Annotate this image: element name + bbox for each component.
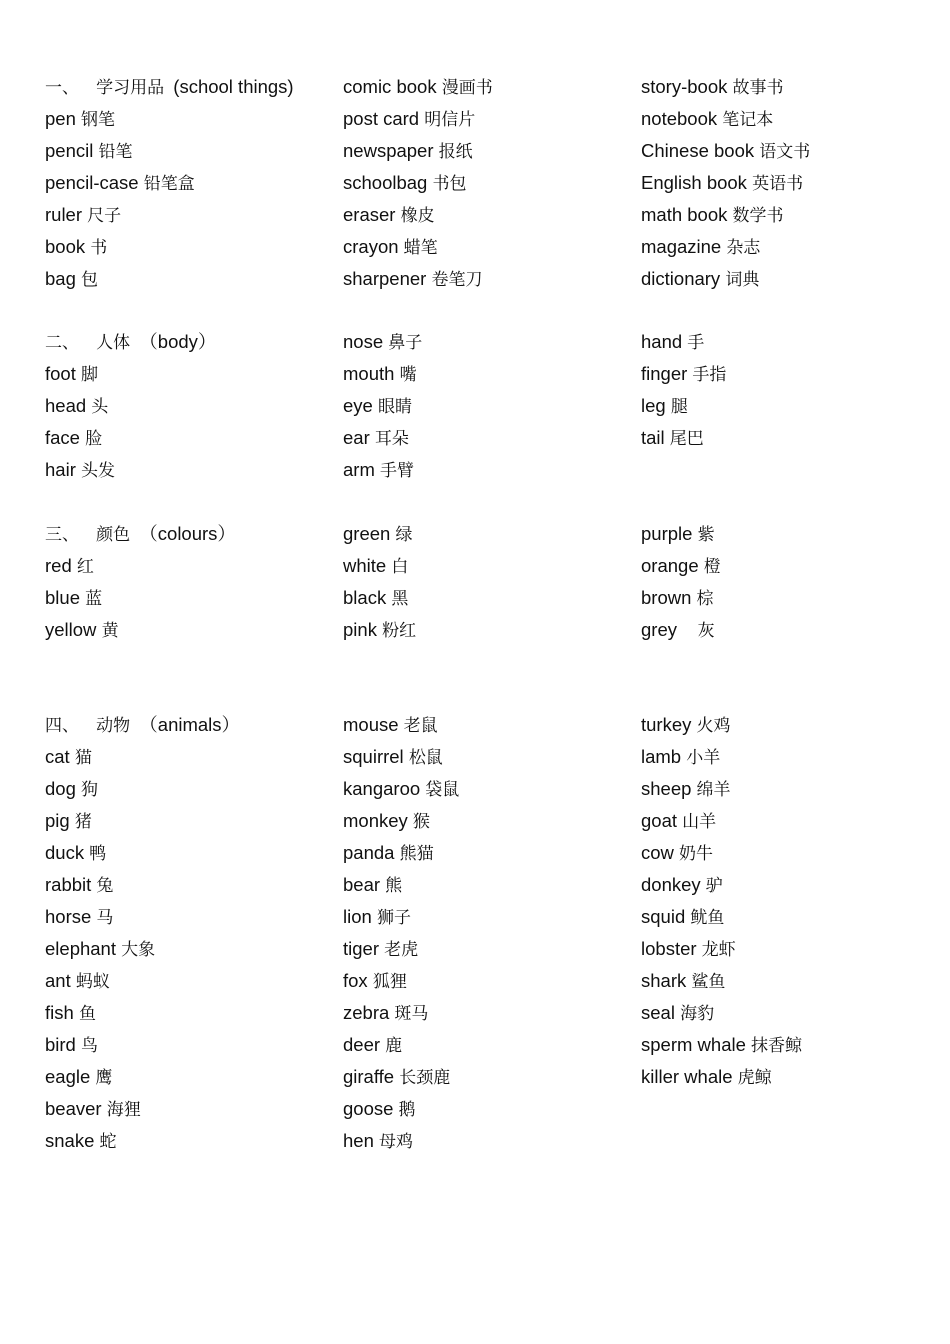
- english-word: giraffe: [343, 1066, 395, 1087]
- english-word: dog: [45, 778, 76, 799]
- section-title-en: （animals）: [139, 714, 241, 735]
- english-word: monkey: [343, 810, 408, 831]
- word-list: [343, 71, 633, 295]
- chinese-translation: 书: [90, 238, 108, 258]
- word-list: [641, 326, 941, 454]
- chinese-translation: 鱼: [78, 1004, 96, 1024]
- english-word: bird: [45, 1034, 76, 1055]
- chinese-translation: 腿: [670, 397, 688, 417]
- vocab-entry: [45, 773, 335, 805]
- english-word: Chinese book: [641, 140, 755, 161]
- chinese-translation: 蛇: [99, 1132, 117, 1152]
- section-title-en: （body）: [139, 331, 217, 352]
- column-2: [343, 71, 633, 295]
- chinese-translation: 灰: [697, 621, 715, 641]
- chinese-translation: 鼻子: [388, 333, 423, 353]
- english-word: orange: [641, 555, 699, 576]
- vocab-entry: [45, 997, 335, 1029]
- chinese-translation: 笔记本: [722, 110, 774, 130]
- vocab-entry: [641, 614, 941, 646]
- english-word: hair: [45, 459, 76, 480]
- vocab-entry: [343, 869, 633, 901]
- section-heading: [45, 71, 335, 103]
- chinese-translation: 黑: [391, 589, 409, 609]
- english-word: hen: [343, 1130, 374, 1151]
- chinese-translation: 抹香鲸: [751, 1036, 803, 1056]
- chinese-translation: 猴: [412, 812, 430, 832]
- chinese-translation: 漫画书: [441, 78, 493, 98]
- chinese-translation: 钢笔: [81, 110, 116, 130]
- english-word: book: [45, 236, 86, 257]
- vocab-entry: [45, 805, 335, 837]
- chinese-translation: 狮子: [376, 908, 411, 928]
- english-word: squid: [641, 906, 686, 927]
- english-word: eye: [343, 395, 373, 416]
- vocab-entry: [343, 231, 633, 263]
- chinese-translation: 鲨鱼: [691, 972, 726, 992]
- vocab-entry: [641, 199, 941, 231]
- vocab-entry: [45, 933, 335, 965]
- vocab-entry: [343, 741, 633, 773]
- english-word: cow: [641, 842, 674, 863]
- english-word: pencil: [45, 140, 94, 161]
- chinese-translation: 火鸡: [696, 716, 731, 736]
- chinese-translation: 鸭: [89, 844, 107, 864]
- chinese-translation: 海狸: [106, 1100, 141, 1120]
- vocab-entry: [641, 709, 941, 741]
- english-word: eagle: [45, 1066, 91, 1087]
- column-3: [641, 518, 941, 646]
- word-list: [343, 326, 633, 486]
- vocab-entry: [45, 582, 335, 614]
- english-word: lobster: [641, 938, 697, 959]
- section-title-cn: 动物: [96, 716, 131, 736]
- english-word: squirrel: [343, 746, 404, 767]
- column-2: [343, 326, 633, 486]
- vocab-entry: [45, 869, 335, 901]
- vocab-entry: [343, 103, 633, 135]
- chinese-translation: 长颈鹿: [399, 1068, 451, 1088]
- vocab-entry: [343, 454, 633, 486]
- vocab-entry: [641, 837, 941, 869]
- english-word: head: [45, 395, 87, 416]
- english-word: math book: [641, 204, 728, 225]
- column-2: [343, 518, 633, 646]
- vocab-entry: [641, 805, 941, 837]
- chinese-translation: 尾巴: [669, 429, 704, 449]
- section-heading: [45, 709, 335, 741]
- vocab-entry: [45, 837, 335, 869]
- chinese-translation: 手臂: [380, 461, 415, 481]
- vocab-entry: [343, 805, 633, 837]
- chinese-translation: 杂志: [726, 238, 761, 258]
- english-word: purple: [641, 523, 693, 544]
- vocab-entry: [641, 167, 941, 199]
- chinese-translation: 绵羊: [696, 780, 731, 800]
- section-heading: [45, 326, 335, 358]
- vocab-entry: [45, 1125, 335, 1157]
- section-number: 三、: [45, 525, 79, 545]
- vocab-entry: [343, 263, 633, 295]
- chinese-translation: 蓝: [85, 589, 103, 609]
- column-3: [641, 709, 941, 1093]
- english-word: goat: [641, 810, 678, 831]
- vocab-entry: [45, 263, 335, 295]
- vocab-entry: [641, 71, 941, 103]
- vocab-entry: [343, 199, 633, 231]
- chinese-translation: 棕: [696, 589, 714, 609]
- chinese-translation: 狗: [81, 780, 99, 800]
- english-word: hand: [641, 331, 683, 352]
- column-2: [343, 709, 633, 1157]
- word-list: [641, 709, 941, 1093]
- chinese-translation: 报纸: [438, 142, 473, 162]
- vocab-entry: [641, 135, 941, 167]
- chinese-translation: 白: [391, 557, 409, 577]
- chinese-translation: 驴: [705, 876, 723, 896]
- section-title-en: （colours）: [139, 523, 236, 544]
- vocab-entry: [343, 1061, 633, 1093]
- chinese-translation: 猪: [74, 812, 92, 832]
- chinese-translation: 海豹: [680, 1004, 715, 1024]
- word-list: [641, 518, 941, 646]
- english-word: pink: [343, 619, 377, 640]
- english-word: elephant: [45, 938, 116, 959]
- vocab-entry: [45, 454, 335, 486]
- chinese-translation: 鹅: [398, 1100, 416, 1120]
- vocab-entry: [45, 167, 335, 199]
- english-word: dictionary: [641, 268, 721, 289]
- vocab-entry: [343, 773, 633, 805]
- chinese-translation: 铅笔: [98, 142, 133, 162]
- section-number: 一、: [45, 78, 79, 98]
- vocab-entry: [45, 199, 335, 231]
- vocab-entry: [343, 550, 633, 582]
- chinese-translation: 头发: [81, 461, 115, 481]
- vocab-entry: [45, 390, 335, 422]
- english-word: face: [45, 427, 80, 448]
- chinese-translation: 黄: [101, 621, 119, 641]
- chinese-translation: 虎鲸: [737, 1068, 772, 1088]
- chinese-translation: 脚: [81, 365, 98, 385]
- section-title-cn: 人体: [96, 333, 131, 353]
- english-word: zebra: [343, 1002, 390, 1023]
- english-word: English book: [641, 172, 747, 193]
- chinese-translation: 书包: [432, 174, 467, 194]
- vocab-entry: [343, 582, 633, 614]
- chinese-translation: 鸟: [81, 1036, 98, 1056]
- vocab-entry: [641, 231, 941, 263]
- english-word: fish: [45, 1002, 74, 1023]
- section-number: 四、: [45, 716, 79, 736]
- vocab-entry: [45, 550, 335, 582]
- vocab-entry: [641, 997, 941, 1029]
- word-list: [45, 550, 335, 646]
- vocab-entry: [45, 358, 335, 390]
- chinese-translation: 数学书: [732, 206, 784, 226]
- vocab-entry: [641, 326, 941, 358]
- chinese-translation: 语文书: [759, 142, 811, 162]
- vocab-entry: [343, 1029, 633, 1061]
- english-word: story-book: [641, 76, 728, 97]
- vocab-entry: [641, 263, 941, 295]
- word-list: [45, 741, 335, 1157]
- vocab-entry: [343, 358, 633, 390]
- chinese-translation: 手: [687, 333, 705, 353]
- chinese-translation: 小羊: [686, 748, 721, 768]
- chinese-translation: 奶牛: [679, 844, 714, 864]
- chinese-translation: 粉红: [382, 621, 417, 641]
- word-list: [45, 358, 335, 486]
- section-title-cn: 学习用品: [96, 78, 165, 98]
- chinese-translation: 橡皮: [400, 206, 435, 226]
- english-word: seal: [641, 1002, 675, 1023]
- english-word: donkey: [641, 874, 701, 895]
- vocab-entry: [343, 390, 633, 422]
- chinese-translation: 兔: [96, 876, 114, 896]
- chinese-translation: 龙虾: [701, 940, 736, 960]
- english-word: schoolbag: [343, 172, 428, 193]
- chinese-translation: 熊猫: [399, 844, 434, 864]
- vocab-entry: [45, 901, 335, 933]
- english-word: beaver: [45, 1098, 102, 1119]
- english-word: nose: [343, 331, 384, 352]
- vocab-entry: [343, 71, 633, 103]
- english-word: yellow: [45, 619, 97, 640]
- chinese-translation: 红: [76, 557, 94, 577]
- english-word: green: [343, 523, 391, 544]
- chinese-translation: 卷笔刀: [431, 270, 483, 290]
- vocab-entry: [45, 965, 335, 997]
- chinese-translation: 狐狸: [372, 972, 407, 992]
- english-word: killer whale: [641, 1066, 733, 1087]
- vocab-entry: [343, 326, 633, 358]
- english-word: ear: [343, 427, 370, 448]
- english-word: turkey: [641, 714, 692, 735]
- english-word: duck: [45, 842, 85, 863]
- chinese-translation: 眼睛: [377, 397, 412, 417]
- english-word: lion: [343, 906, 372, 927]
- vocab-entry: [641, 1061, 941, 1093]
- column-1: [45, 518, 335, 646]
- english-word: mouse: [343, 714, 399, 735]
- english-word: red: [45, 555, 72, 576]
- english-word: white: [343, 555, 387, 576]
- chinese-translation: 故事书: [732, 78, 784, 98]
- vocab-entry: [641, 422, 941, 454]
- word-list: [45, 103, 335, 295]
- section-heading: [45, 518, 335, 550]
- english-word: ant: [45, 970, 71, 991]
- english-word: lamb: [641, 746, 682, 767]
- english-word: comic book: [343, 76, 437, 97]
- chinese-translation: 熊: [385, 876, 403, 896]
- chinese-translation: 马: [96, 908, 114, 928]
- english-word: sperm whale: [641, 1034, 746, 1055]
- english-word: pencil-case: [45, 172, 139, 193]
- vocab-entry: [343, 1093, 633, 1125]
- english-word: cat: [45, 746, 70, 767]
- vocab-entry: [343, 422, 633, 454]
- chinese-translation: 脸: [85, 429, 103, 449]
- vocab-entry: [45, 1093, 335, 1125]
- chinese-translation: 鱿鱼: [690, 908, 725, 928]
- english-word: leg: [641, 395, 666, 416]
- chinese-translation: 英语书: [752, 174, 804, 194]
- column-1: [45, 326, 335, 486]
- chinese-translation: 猫: [74, 748, 92, 768]
- vocab-entry: [45, 231, 335, 263]
- vocab-entry: [641, 358, 941, 390]
- vocab-entry: [641, 773, 941, 805]
- english-word: snake: [45, 1130, 95, 1151]
- chinese-translation: 词典: [725, 270, 760, 290]
- english-word: grey: [641, 619, 677, 640]
- vocab-entry: [45, 135, 335, 167]
- english-word: magazine: [641, 236, 722, 257]
- chinese-translation: 绿: [395, 525, 413, 545]
- english-word: pen: [45, 108, 76, 129]
- english-word: rabbit: [45, 874, 92, 895]
- chinese-translation: 紫: [697, 525, 715, 545]
- english-word: mouth: [343, 363, 395, 384]
- english-word: finger: [641, 363, 688, 384]
- vocab-entry: [45, 1061, 335, 1093]
- vocab-entry: [45, 741, 335, 773]
- english-word: tiger: [343, 938, 379, 959]
- vocab-entry: [641, 741, 941, 773]
- english-word: blue: [45, 587, 80, 608]
- word-list: [641, 71, 941, 295]
- chinese-translation: 鹰: [95, 1068, 113, 1088]
- vocab-entry: [343, 518, 633, 550]
- chinese-translation: 松鼠: [408, 748, 443, 768]
- english-word: deer: [343, 1034, 381, 1055]
- word-list: [343, 518, 633, 646]
- english-word: bear: [343, 874, 381, 895]
- vocab-entry: [45, 422, 335, 454]
- column-3: [641, 326, 941, 454]
- chinese-translation: 鹿: [385, 1036, 403, 1056]
- section-title-cn: 颜色: [96, 525, 131, 545]
- chinese-translation: 包: [81, 270, 99, 290]
- vocab-entry: [45, 614, 335, 646]
- english-word: black: [343, 587, 387, 608]
- vocab-entry: [641, 518, 941, 550]
- english-word: goose: [343, 1098, 394, 1119]
- chinese-translation: 尺子: [87, 206, 122, 226]
- chinese-translation: 橙: [703, 557, 721, 577]
- vocab-entry: [343, 135, 633, 167]
- column-1: [45, 71, 335, 295]
- vocab-entry: [343, 167, 633, 199]
- vocab-entry: [45, 103, 335, 135]
- column-3: [641, 71, 941, 295]
- chinese-translation: 蚂蚁: [75, 972, 110, 992]
- chinese-translation: 老鼠: [403, 716, 438, 736]
- english-word: shark: [641, 970, 687, 991]
- english-word: fox: [343, 970, 368, 991]
- vocab-entry: [641, 933, 941, 965]
- chinese-translation: 老虎: [384, 940, 419, 960]
- english-word: notebook: [641, 108, 718, 129]
- english-word: newspaper: [343, 140, 434, 161]
- english-word: ruler: [45, 204, 83, 225]
- chinese-translation: 大象: [121, 940, 156, 960]
- english-word: bag: [45, 268, 76, 289]
- vocab-entry: [641, 901, 941, 933]
- english-word: sharpener: [343, 268, 427, 289]
- english-word: panda: [343, 842, 395, 863]
- vocab-entry: [641, 1029, 941, 1061]
- word-list: [343, 709, 633, 1157]
- english-word: brown: [641, 587, 692, 608]
- english-word: post card: [343, 108, 420, 129]
- vocab-entry: [343, 709, 633, 741]
- vocab-entry: [45, 1029, 335, 1061]
- chinese-translation: 明信片: [424, 110, 476, 130]
- chinese-translation: 耳朵: [374, 429, 409, 449]
- vocab-entry: [641, 390, 941, 422]
- english-word: sheep: [641, 778, 692, 799]
- english-word: pig: [45, 810, 70, 831]
- chinese-translation: 手指: [692, 365, 727, 385]
- english-word: eraser: [343, 204, 396, 225]
- english-word: arm: [343, 459, 375, 480]
- chinese-translation: 蜡笔: [403, 238, 438, 258]
- vocab-entry: [343, 1125, 633, 1157]
- vocab-entry: [641, 582, 941, 614]
- section-number: 二、: [45, 333, 79, 353]
- english-word: foot: [45, 363, 76, 384]
- vocab-entry: [641, 103, 941, 135]
- english-word: tail: [641, 427, 665, 448]
- english-word: horse: [45, 906, 92, 927]
- vocab-entry: [343, 837, 633, 869]
- column-1: [45, 709, 335, 1157]
- vocab-entry: [343, 997, 633, 1029]
- vocab-entry: [343, 901, 633, 933]
- chinese-translation: 袋鼠: [425, 780, 460, 800]
- vocab-entry: [343, 614, 633, 646]
- vocab-entry: [641, 550, 941, 582]
- chinese-translation: 铅笔盒: [143, 174, 195, 194]
- chinese-translation: 山羊: [682, 812, 717, 832]
- chinese-translation: 嘴: [399, 365, 417, 385]
- chinese-translation: 斑马: [394, 1004, 429, 1024]
- vocab-entry: [343, 933, 633, 965]
- chinese-translation: 头: [91, 397, 109, 417]
- chinese-translation: 母鸡: [379, 1132, 414, 1152]
- english-word: kangaroo: [343, 778, 421, 799]
- english-word: crayon: [343, 236, 399, 257]
- vocab-entry: [343, 965, 633, 997]
- vocab-entry: [641, 869, 941, 901]
- section-title-en: (school things): [173, 76, 294, 97]
- vocab-entry: [641, 965, 941, 997]
